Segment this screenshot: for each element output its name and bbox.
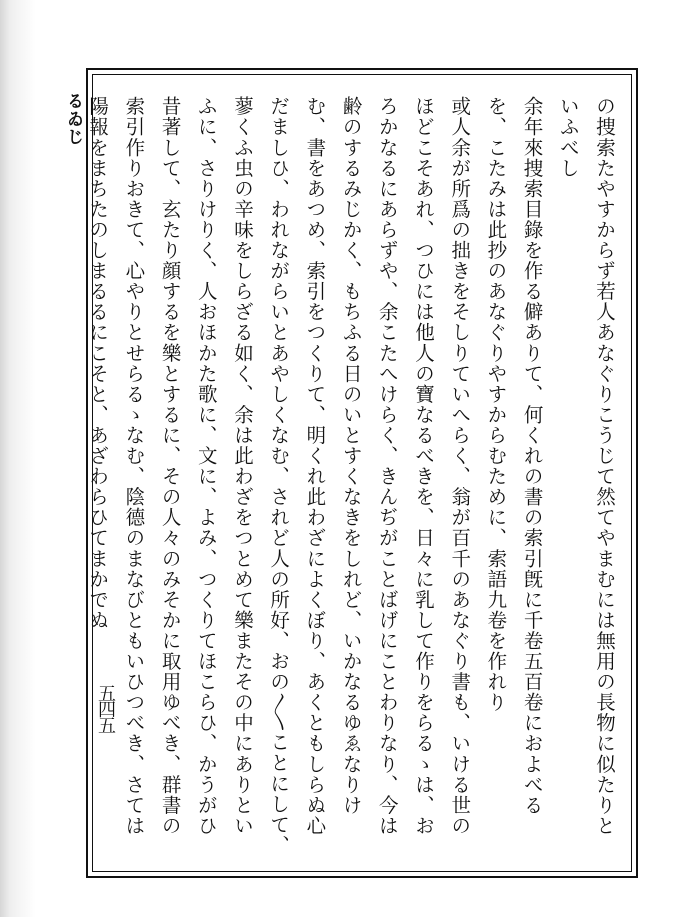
paragraph-3: 或人余が所爲の拙きをそしりていへらく、翁が百千のあなぐり書も、いける世のほどこそあれ、つひには他人の寶なるべきを、日々に乳して作りをらるゝは、おろかなるにあらずや、余こたへけらく、きんぢがことばげにことわりなり、今は齢のするみじかく、もちふる日のいとすくなきをしれど、いかなるゆゑなりけむ、書をあつめ、索引をつくりて、明くれ此わざによくぼり、あくともしらぬ心だましひ、われながらいとあやしくなむ、されど人の所好、おの〳〵ことにして、蓼くふ虫の辛味をしらざる如く、余は此わざをつとめて樂またその中にありといふに、さりけりく、人おほかた歌に、文に、よみ、つくりてほこらひ、かうがひ昔著して、玄たり顔するを樂とするに、その人々のみそかに取用ゆべき、群書の索引作りおきて、心やりとせらるゝなむ、陰德のまなびともいひつべき、さては陽報をまちたのしまるるにこそと、あざわらひてまかでぬ	[86, 96, 472, 856]
page-gutter-shadow	[0, 0, 36, 917]
paragraph-1: の捜索たやすからず若人あなぐりこうじて然てやまむには無用の長物に似たりといふべし	[556, 96, 616, 836]
running-title: るゐじ	[63, 92, 83, 146]
page-number: 五四五	[95, 684, 116, 732]
paragraph-2: 余年來捜索目錄を作る僻ありて、何くれの書の索引旣に千卷五百卷におよべるを、こたみは此抄のあなぐりやすからむために、索語九卷を作れり	[484, 96, 544, 816]
